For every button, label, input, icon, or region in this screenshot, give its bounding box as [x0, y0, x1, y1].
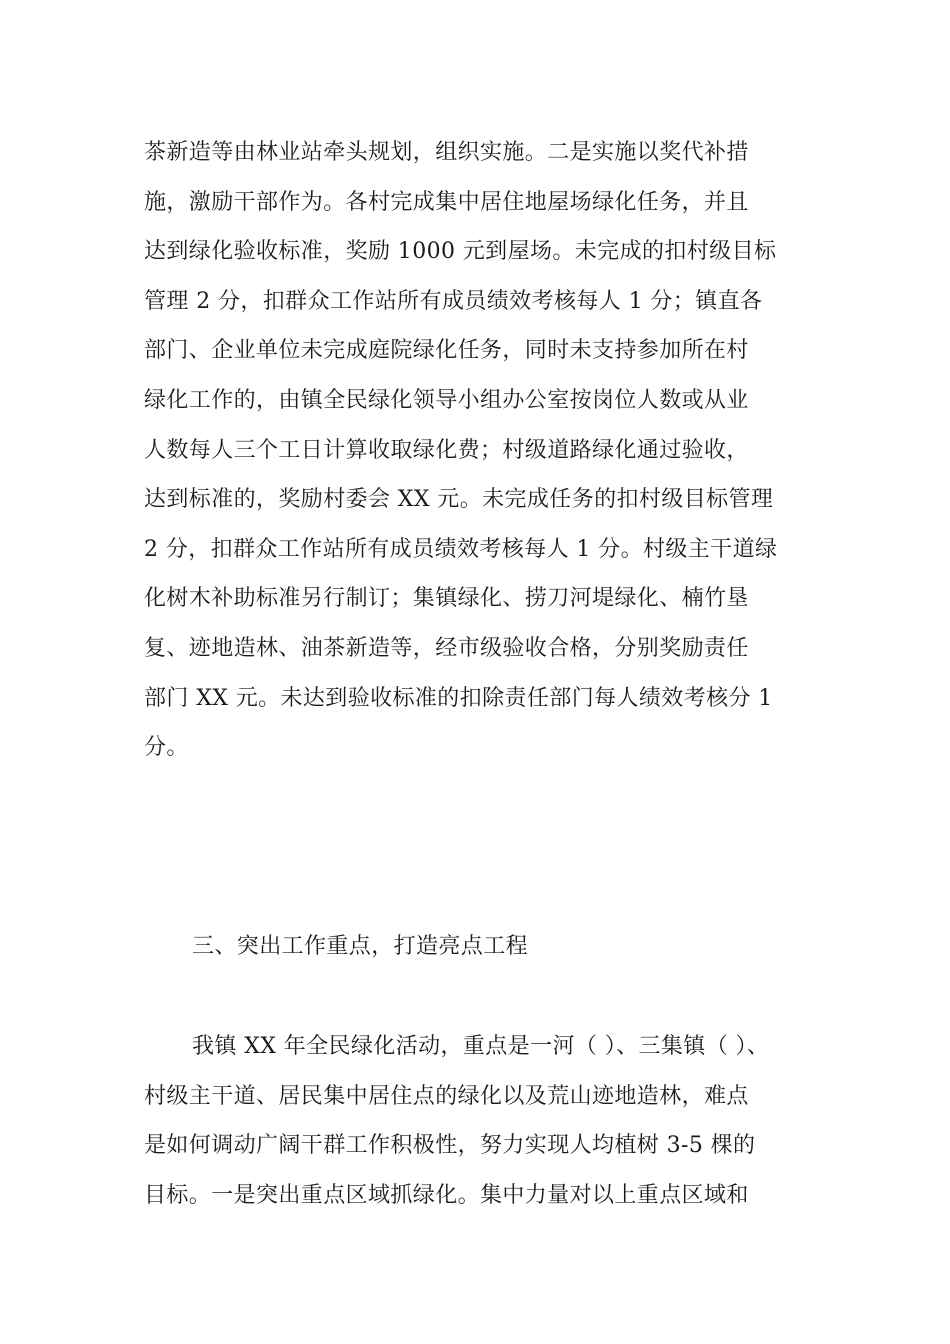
paragraph-line: 化树木补助标准另行制订；集镇绿化、捞刀河堤绿化、楠竹垦: [144, 586, 749, 612]
section-heading: [144, 922, 816, 972]
paragraph-line: 目标。一是突出重点区域抓绿化。集中力量对以上重点区域和: [144, 1182, 749, 1208]
section-heading-text: 三、突出工作重点，打造亮点工程: [192, 934, 529, 959]
paragraph-line: 是如何调动广阔干群工作积极性，努力实现人均植树 3-5 棵的: [144, 1133, 756, 1159]
paragraph-line: 绿化工作的，由镇全民绿化领导小组办公室按岗位人数或从业: [144, 387, 749, 413]
paragraph-line: 管理 2 分，扣群众工作站所有成员绩效考核每人 1 分；镇直各: [144, 288, 763, 314]
paragraph-line: 部门 XX 元。未达到验收标准的扣除责任部门每人绩效考核分 1: [144, 685, 773, 711]
paragraph-line: 村级主干道、居民集中居住点的绿化以及荒山迹地造林，难点: [144, 1083, 749, 1109]
continuation-paragraph: [144, 128, 816, 773]
paragraph-line: 达到绿化验收标准，奖励 1000 元到屋场。未完成的扣村级目标: [144, 239, 777, 265]
paragraph-line: 施，激励干部作为。各村完成集中居住地屋场绿化任务，并且: [144, 189, 749, 215]
paragraph-line: 部门、企业单位未完成庭院绿化任务，同时未支持参加所在村: [144, 338, 749, 364]
paragraph-line: 我镇 XX 年全民绿化活动，重点是一河（ ）、三集镇（ ）、: [192, 1034, 770, 1059]
paragraph-line: 达到标准的，奖励村委会 XX 元。未完成任务的扣村级目标管理: [144, 487, 774, 513]
paragraph-line: 分。: [144, 735, 189, 761]
section-paragraph: [144, 1022, 816, 1220]
paragraph-line: 人数每人三个工日计算收取绿化费；村级道路绿化通过验收，: [144, 437, 749, 463]
paragraph-line: 茶新造等由林业站牵头规划，组织实施。二是实施以奖代补措: [144, 140, 749, 165]
paragraph-line: 2 分，扣群众工作站所有成员绩效考核每人 1 分。村级主干道绿: [144, 536, 778, 562]
paragraph-line: 复、迹地造林、油茶新造等，经市级验收合格，分别奖励责任: [144, 635, 749, 661]
